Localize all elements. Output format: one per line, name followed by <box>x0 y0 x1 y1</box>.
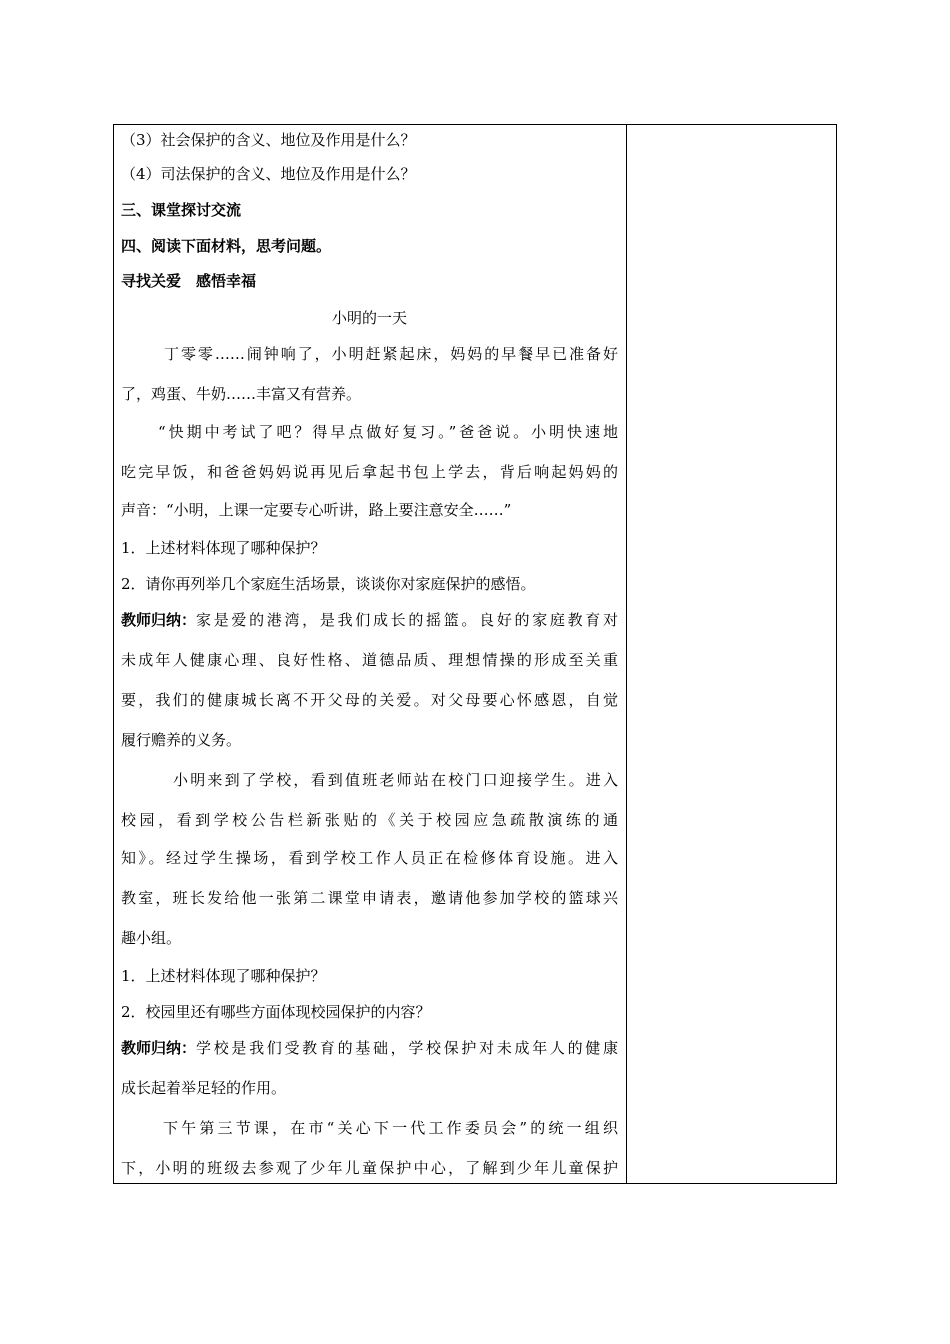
summary-1-line-1 <box>121 610 618 630</box>
summary-1-line-4: 履行赡养的义务。 <box>121 731 242 749</box>
material-b-question-2: 2．校园里还有哪些方面体现校园保护的内容？ <box>121 1003 431 1021</box>
summary-1-line-3: 要，我们的健康城长离不开父母的关爱。对父母要心怀感恩，自觉 <box>121 691 618 709</box>
paragraph-4-line-2: 下，小明的班级去参观了少年儿童保护中心，了解到少年儿童保护 <box>121 1159 618 1177</box>
paragraph-2-line-3: 声音：“小明，上课一定要专心听讲，路上要注意安全……” <box>121 501 512 519</box>
material-b-question-1: 1．上述材料体现了哪种保护？ <box>121 967 326 985</box>
section-4-heading: 四、阅读下面材料，思考问题。 <box>121 237 332 255</box>
summary-label: 教师归纳： <box>121 611 197 629</box>
table-column-divider <box>626 124 627 1184</box>
paragraph-1-line-2: 了，鸡蛋、牛奶……丰富又有营养。 <box>121 385 362 403</box>
summary-1-line-2: 未成年人健康心理、良好性格、道德品质、理想情操的形成至关重 <box>121 651 618 669</box>
summary-2-text: 学校是我们受教育的基础，学校保护对未成年人的健康 <box>196 1039 618 1057</box>
paragraph-3-line-5: 趣小组。 <box>121 929 182 947</box>
main-content-cell <box>113 124 626 1184</box>
paragraph-3-line-2: 校园，看到学校公告栏新张贴的《关于校园应急疏散演练的通 <box>121 811 618 829</box>
section-3-heading: 三、课堂探讨交流 <box>121 201 242 219</box>
paragraph-3-line-4: 教室，班长发给他一张第二课堂申请表，邀请他参加学校的篮球兴 <box>121 889 618 907</box>
paragraph-2-line-2: 吃完早饭，和爸爸妈妈说再见后拿起书包上学去，背后响起妈妈的 <box>121 463 618 481</box>
question-4: （4）司法保护的含义、地位及作用是什么？ <box>121 165 416 183</box>
summary-1-text: 家是爱的港湾，是我们成长的摇篮。良好的家庭教育对 <box>196 611 618 629</box>
paragraph-3-line-1: 小明来到了学校，看到值班老师站在校门口迎接学生。进入 <box>173 771 618 789</box>
material-a-question-2: 2．请你再列举几个家庭生活场景，谈谈你对家庭保护的感悟。 <box>121 575 536 593</box>
paragraph-2-line-1: “快期中考试了吧？得早点做好复习。”爸爸说。小明快速地 <box>158 423 618 441</box>
paragraph-4-line-1: 下午第三节课，在市“关心下一代工作委员会”的统一组织 <box>163 1119 618 1137</box>
question-3: （3）社会保护的含义、地位及作用是什么？ <box>121 131 416 149</box>
paragraph-1-line-1: 丁零零……闹钟响了，小明赶紧起床，妈妈的早餐早已准备好 <box>164 345 618 363</box>
story-title: 小明的一天 <box>331 309 407 327</box>
summary-2-line-2: 成长起着举足轻的作用。 <box>121 1079 287 1097</box>
theme-heading: 寻找关爱 感悟幸福 <box>121 272 257 290</box>
summary-label-2: 教师归纳： <box>121 1039 197 1057</box>
paragraph-3-line-3: 知》。经过学生操场，看到学校工作人员正在检修体育设施。进入 <box>121 849 618 867</box>
summary-2-line-1 <box>121 1038 618 1058</box>
material-a-question-1: 1．上述材料体现了哪种保护？ <box>121 539 326 557</box>
